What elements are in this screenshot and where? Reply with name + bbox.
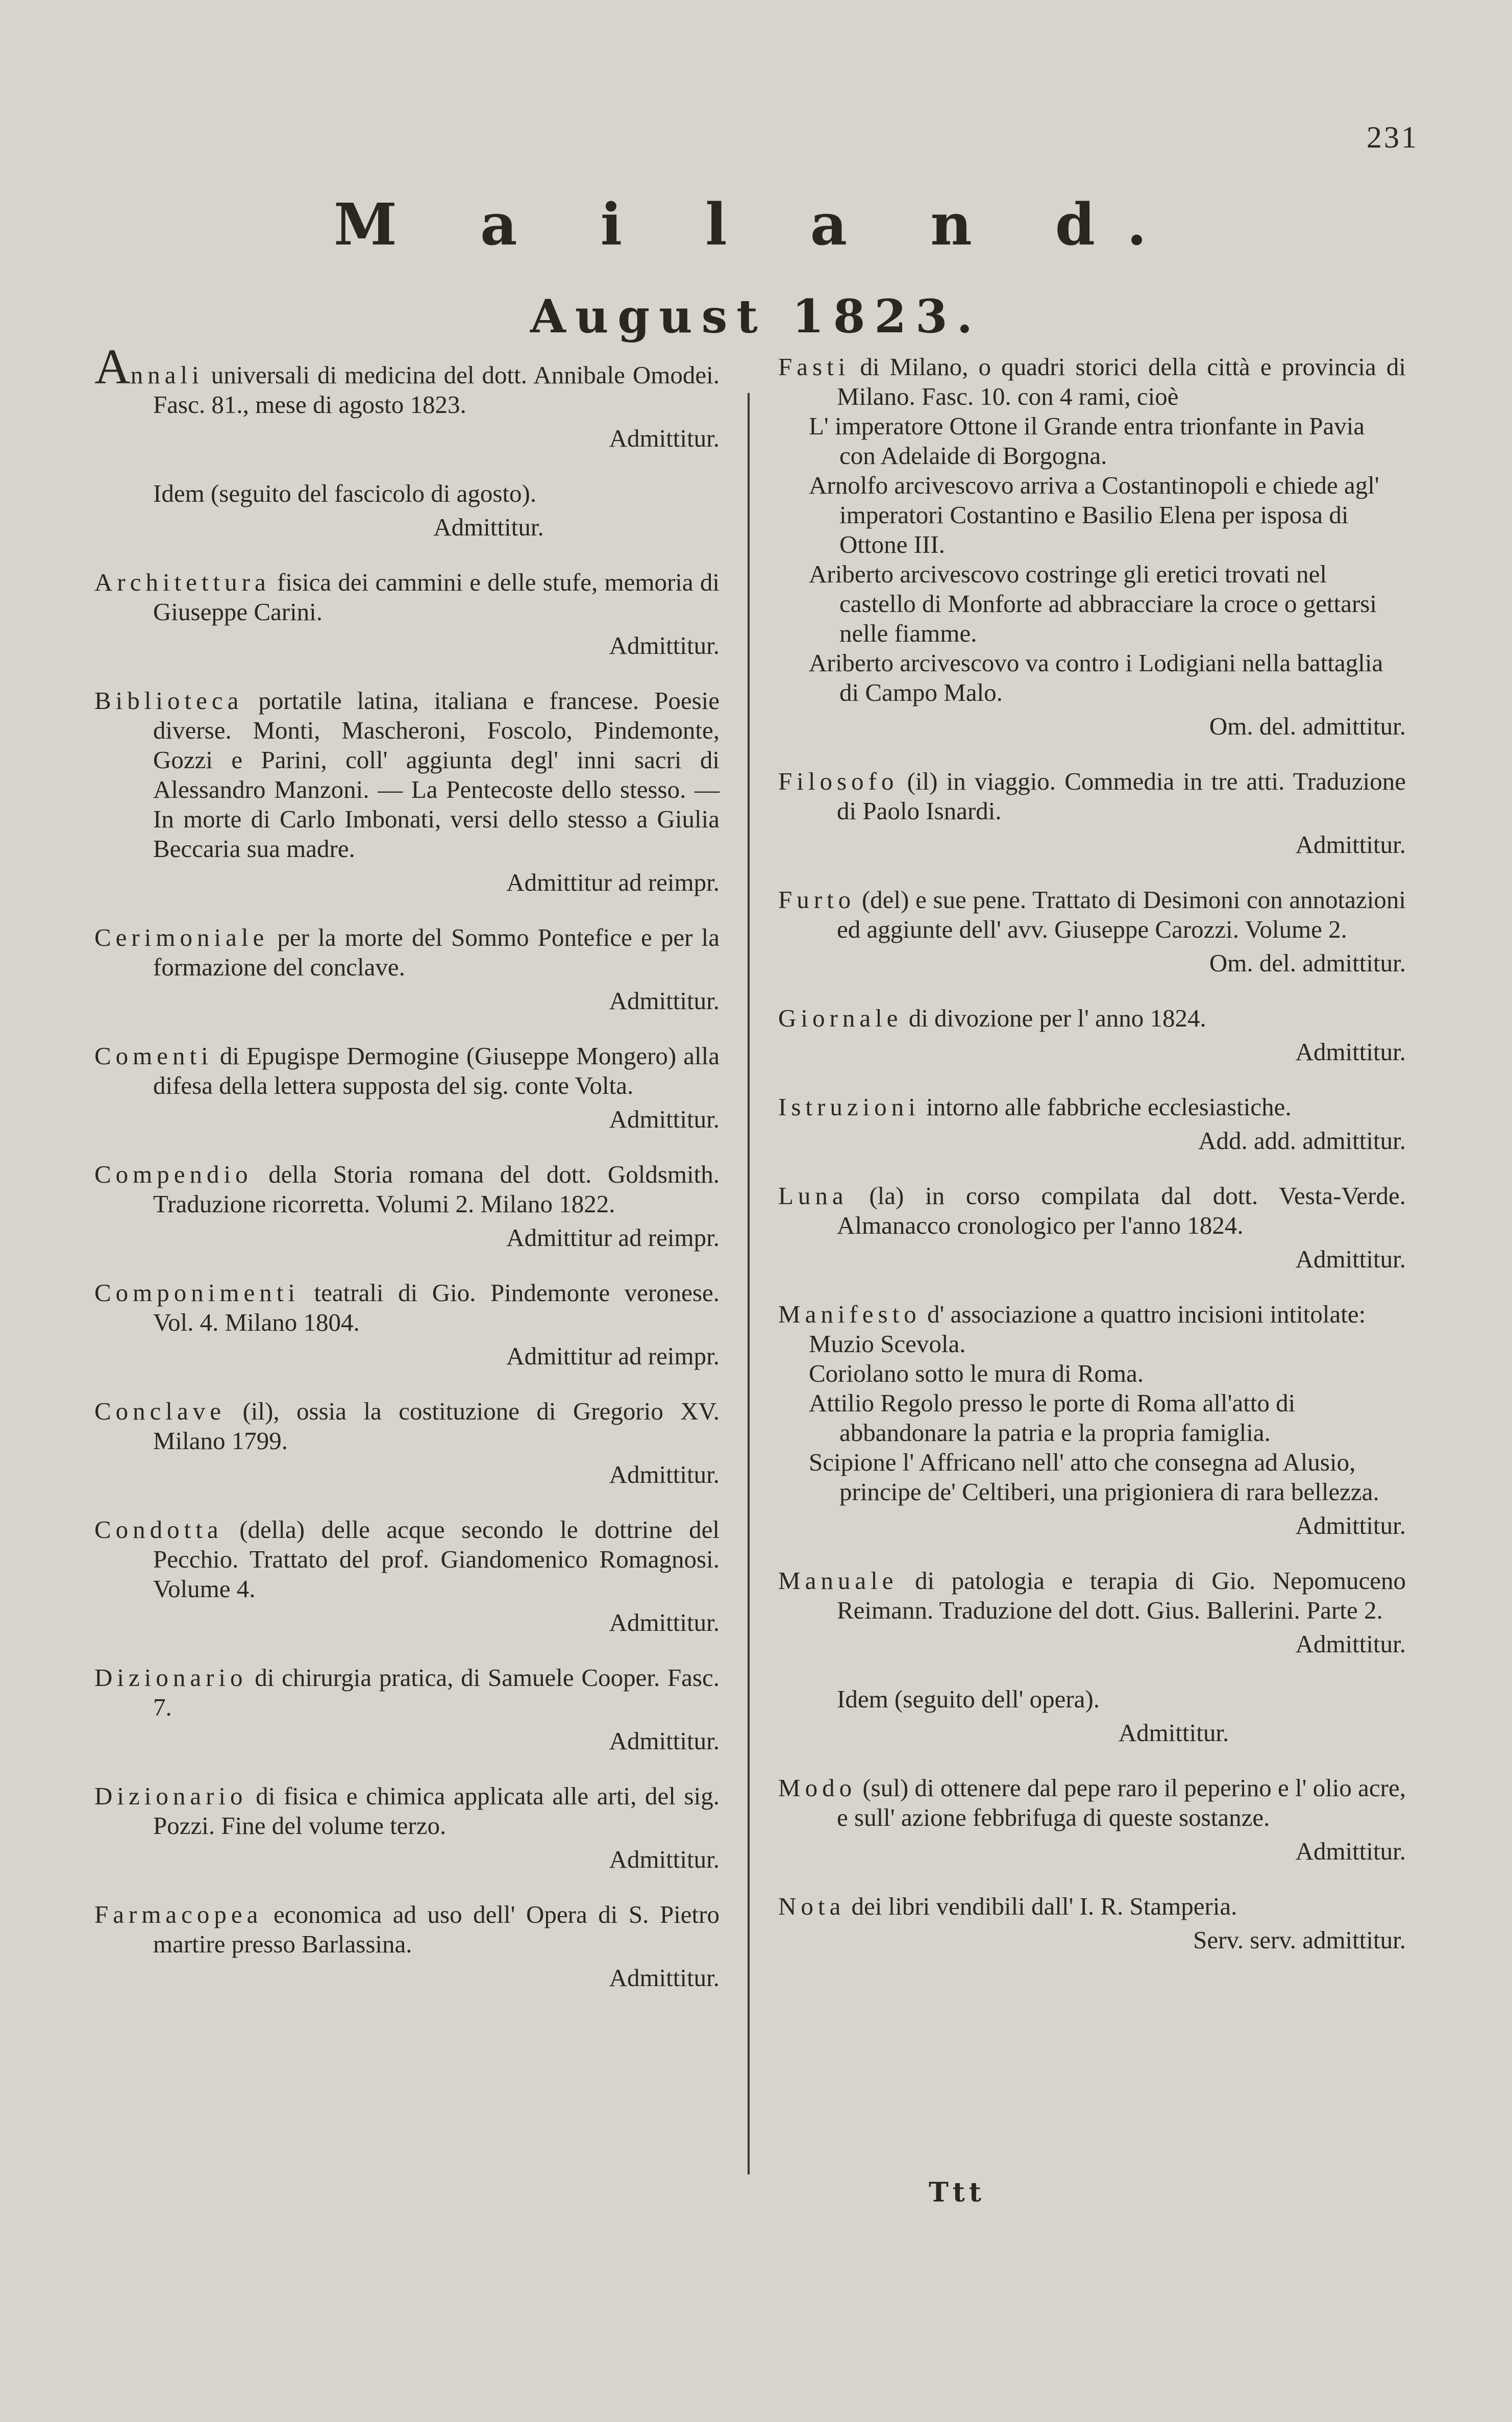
entry-keyword: Modo [778,1774,857,1802]
page-title: M a i l a n d. [334,191,1178,258]
entry-text [778,1300,1406,1329]
column-divider [748,393,750,2174]
entry-description: di Milano, o quadri storici della città e provincia di Milano. Fasc. 10. con 4 rami, cioè [837,353,1406,410]
catalog-entry [778,1004,1406,1067]
entry-text [778,1004,1406,1033]
entry-description: di divozione per l' anno 1824. [902,1004,1206,1032]
censorship-verdict: Admittitur. [1295,1245,1406,1273]
entry-keyword: Giornale [778,1004,903,1032]
entry-keyword: Conclave [94,1397,226,1425]
entry-description: della Storia romana del dott. Goldsmith. Traduzione ricorretta. Volumi 2. Milano 1822. [153,1160,720,1218]
entry-description: (della) delle acque secondo le dottrine del Pecchio. Trattato del prof. Giandomenico Romagnosi. Volume 4. [153,1515,720,1603]
censorship-verdict: Serv. serv. admittitur. [1193,1926,1406,1954]
entry-keyword: Architettura [94,568,270,596]
entry-keyword: Cerimoniale [94,923,269,951]
entry-description: di chirurgia pratica, di Samuele Cooper. Fasc. 7. [153,1663,720,1721]
page-subtitle: August 1823. [530,289,982,344]
entry-description: Idem (seguito del fascicolo di agosto). [153,479,537,507]
entry-keyword: Luna [778,1182,848,1210]
censorship-verdict: Om. del. admittitur. [1209,949,1406,977]
right-column [778,352,1406,1980]
catalog-entry [94,479,720,542]
entry-subitem: L' imperatore Ottone il Grande entra trionfante in Pavia con Adelaide di Borgogna. [809,412,1365,470]
entry-description: per la morte del Sommo Pontefice e per la formazione del conclave. [153,923,720,981]
drop-initial: A [94,339,131,395]
censorship-verdict: Admittitur. [1295,1511,1406,1539]
entry-description: di fisica e chimica applicata alle arti, del sig. Pozzi. Fine del volume terzo. [153,1782,720,1840]
censorship-verdict: Admittitur. [609,987,720,1015]
censorship-verdict: Admittitur. [1118,1719,1229,1747]
entry-text [94,339,720,420]
entry-description: dei libri vendibili dall' I. R. Stamperia. [845,1892,1237,1920]
entry-keyword: Istruzioni [778,1093,920,1121]
catalog-entry [94,923,720,1016]
censorship-verdict: Om. del. admittitur. [1209,712,1406,740]
entry-text [94,1160,720,1219]
entry-text [94,686,720,864]
entry-description: economica ad uso dell' Opera di S. Pietro martire presso Barlassina. [153,1900,720,1958]
entry-keyword: Farmacopea [94,1900,263,1928]
censorship-verdict: Admittitur. [1295,830,1406,859]
catalog-entry [778,1684,1406,1748]
censorship-verdict: Admittitur. [1295,1630,1406,1658]
entry-text [778,1092,1406,1122]
entry-keyword: Componimenti [94,1279,300,1307]
catalog-entry [94,339,720,453]
entry-text [94,479,720,508]
entry-text [94,1515,720,1604]
entry-description: intorno alle fabbriche ecclesiastiche. [920,1093,1292,1121]
censorship-verdict: Admittitur ad reimpr. [506,1342,720,1370]
catalog-entry [778,767,1406,860]
censorship-verdict: Admittitur. [609,1608,720,1636]
catalog-entry [94,1397,720,1489]
entry-text [94,923,720,982]
catalog-entry [778,1566,1406,1659]
censorship-verdict: Admittitur. [1295,1837,1406,1865]
entry-subitem: Ariberto arcivescovo va contro i Lodigiani nella battaglia di Campo Malo. [809,649,1383,706]
entry-keyword: Dizionario [94,1782,247,1810]
catalog-entry [94,1041,720,1134]
entry-subitem: Ariberto arcivescovo costringe gli eretici trovati nel castello di Monforte ad abbracciare la croce o gettarsi nelle fiamme. [809,560,1377,647]
catalog-entry [778,1092,1406,1156]
entry-text [778,1773,1406,1832]
entry-text [778,1181,1406,1240]
entry-keyword: Comenti [94,1042,213,1070]
censorship-verdict: Admittitur. [433,513,544,541]
entry-subitem: Coriolano sotto le mura di Roma. [809,1359,1144,1387]
catalog-entry [778,885,1406,978]
censorship-verdict: Admittitur. [609,424,720,452]
catalog-entry [94,1515,720,1637]
entry-keyword: Dizionario [94,1663,247,1692]
entry-text [778,1892,1406,1921]
entry-keyword: nnali [130,361,204,389]
entry-description: (sul) di ottenere dal pepe raro il peperino e l' olio acre, e sull' azione febbrifuga di queste sostanze. [837,1774,1406,1831]
entry-text [778,352,1406,411]
catalog-entry [778,352,1406,741]
entry-text [94,1397,720,1456]
page-number: 231 [1367,120,1419,154]
censorship-verdict: Admittitur ad reimpr. [506,868,720,896]
entry-text [778,1684,1406,1714]
entry-subitem: Muzio Scevola. [809,1330,966,1358]
entry-text [94,1900,720,1959]
entry-keyword: Filosofo [778,767,899,795]
entry-description: di patologia e terapia di Gio. Nepomuceno Reimann. Traduzione del dott. Gius. Ballerini. Parte 2. [837,1567,1406,1624]
entry-text [94,1781,720,1841]
catalog-entry [778,1892,1406,1955]
censorship-verdict: Admittitur. [609,631,720,659]
catalog-entry [94,1663,720,1756]
entry-description: (la) in corso compilata dal dott. Vesta-Verde. Almanacco cronologico per l'anno 1824. [837,1182,1406,1239]
entry-keyword: Fasti [778,353,850,381]
entry-subitem: Scipione l' Affricano nell' atto che consegna ad Alusio, principe de' Celtiberi, una prigioniera di rara bellezza. [809,1448,1379,1506]
entry-keyword: Manifesto [778,1300,921,1328]
entry-keyword: Manuale [778,1567,898,1595]
censorship-verdict: Admittitur. [1295,1038,1406,1066]
entry-description: universali di medicina del dott. Annibale Omodei. Fasc. 81., mese di agosto 1823. [153,361,720,419]
catalog-entry [778,1773,1406,1866]
entry-text [778,1566,1406,1625]
censorship-verdict: Admittitur. [609,1845,720,1873]
entry-text [94,1663,720,1722]
entry-text [778,767,1406,826]
entry-keyword: Condotta [94,1515,223,1544]
entry-keyword: Nota [778,1892,846,1920]
left-column [94,339,720,2018]
entry-description: (il) in viaggio. Commedia in tre atti. Traduzione di Paolo Isnardi. [837,767,1406,825]
entry-subitem: Arnolfo arcivescovo arriva a Costantinopoli e chiede agl' imperatori Costantino e Basilio Elena per isposa di Ottone III. [809,471,1379,558]
entry-description: (del) e sue pene. Trattato di Desimoni con annotazioni ed aggiunte dell' avv. Giuseppe Carozzi. Volume 2. [837,886,1406,943]
signature-mark: Ttt [929,2177,985,2208]
entry-description: teatrali di Gio. Pindemonte veronese. Vol. 4. Milano 1804. [153,1279,720,1336]
catalog-entry [94,1781,720,1874]
entry-keyword: Compendio [94,1160,253,1188]
entry-description: fisica dei cammini e delle stufe, memoria di Giuseppe Carini. [153,568,720,626]
censorship-verdict: Admittitur. [609,1105,720,1133]
catalog-entry [94,568,720,660]
entry-description: di Epugispe Dermogine (Giuseppe Mongero) alla difesa della lettera supposta del sig. conte Volta. [153,1042,720,1099]
catalog-entry [94,1900,720,1993]
censorship-verdict: Admittitur. [609,1727,720,1755]
entry-description: portatile latina, italiana e francese. Poesie diverse. Monti, Mascheroni, Foscolo, Pindemonte, Gozzi e Parini, coll' aggiunta degl' inni sacri di Alessandro Manzoni. — La Pentecoste dello stesso. — In morte di Carlo Imbonati, versi dello stesso a Giulia Beccaria sua madre. [153,687,720,863]
catalog-entry [94,686,720,897]
catalog-entry [778,1300,1406,1540]
catalog-entry [778,1181,1406,1274]
entry-text [778,885,1406,944]
catalog-entry [94,1160,720,1253]
censorship-verdict: Admittitur. [609,1460,720,1488]
entry-subitem: Attilio Regolo presso le porte di Roma all'atto di abbandonare la patria e la propria famiglia. [809,1389,1296,1447]
entry-keyword: Biblioteca [94,687,243,715]
censorship-verdict: Admittitur ad reimpr. [506,1224,720,1252]
entry-description: Idem (seguito dell' opera). [837,1685,1100,1713]
catalog-entry [94,1278,720,1371]
entry-description: (il), ossia la costituzione di Gregorio XV. Milano 1799. [153,1397,720,1455]
entry-text [94,1278,720,1337]
censorship-verdict: Admittitur. [609,1964,720,1992]
entry-text [94,568,720,627]
entry-description: d' associazione a quattro incisioni intitolate: [921,1300,1366,1328]
entry-text [94,1041,720,1100]
censorship-verdict: Add. add. admittitur. [1198,1127,1406,1155]
entry-keyword: Furto [778,886,856,914]
